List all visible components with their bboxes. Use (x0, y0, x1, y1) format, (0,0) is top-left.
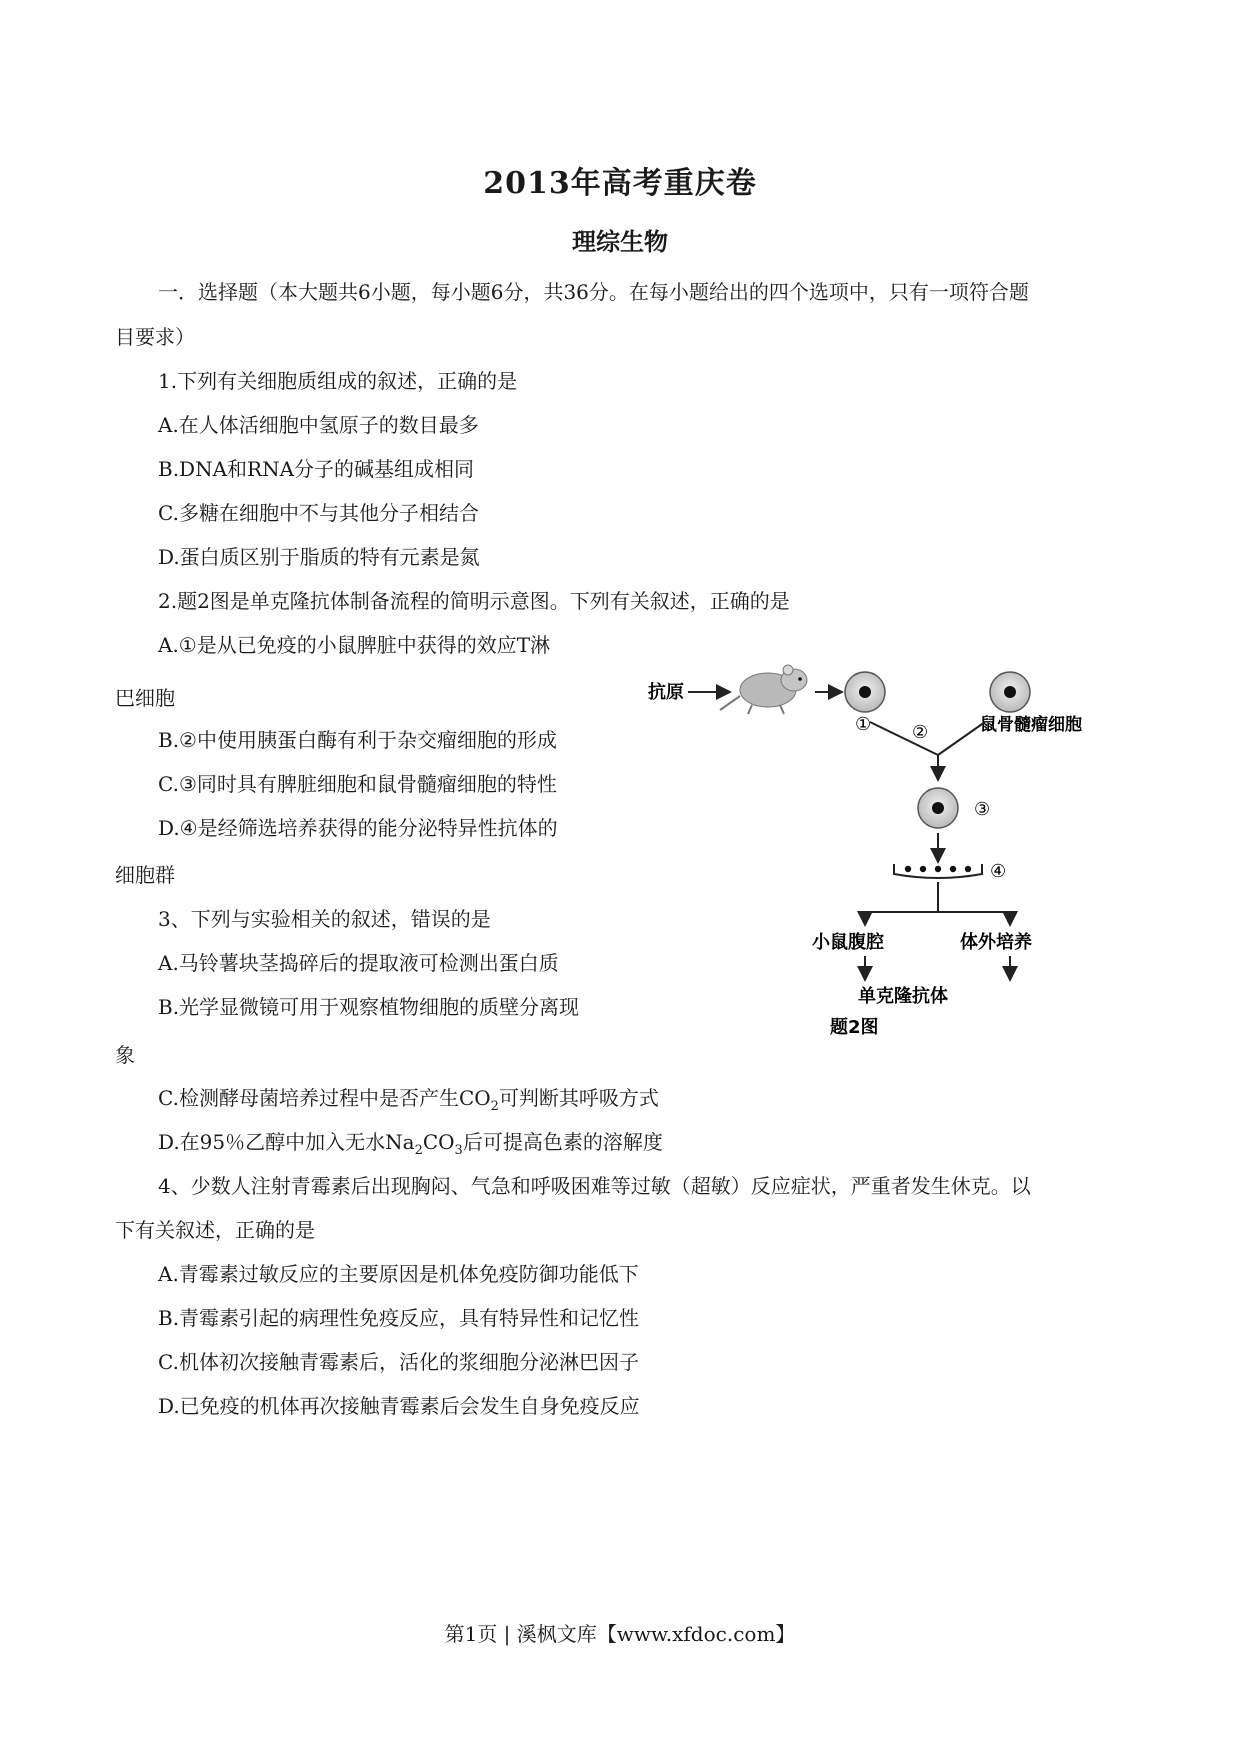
q3-d-post: 后可提高色素的溶解度 (462, 1130, 663, 1154)
mab-label: 单克隆抗体 (858, 986, 948, 1007)
q4-option-a: A.青霉素过敏反应的主要原因是机体免疫防御功能低下 (158, 1262, 639, 1286)
q4-stem: 4、少数人注射青霉素后出现胸闷、气急和呼吸困难等过敏（超敏）反应症状，严重者发生休克。以 (158, 1174, 1031, 1198)
page-subtitle: 理综生物 (572, 228, 668, 256)
q2-option-c: C.③同时具有脾脏细胞和鼠骨髓瘤细胞的特性 (158, 772, 557, 796)
q3-stem: 3、下列与实验相关的叙述，错误的是 (158, 907, 491, 931)
q1-option-a: A.在人体活细胞中氢原子的数目最多 (158, 413, 479, 437)
hybridoma-cell (918, 788, 958, 828)
in-vitro-label: 体外培养 (960, 932, 1032, 953)
fusion-line-right (938, 722, 985, 755)
label-4: ④ (990, 861, 1007, 882)
q3-d-mid: CO (422, 1130, 455, 1154)
page-footer: 第1页 | 溪枫文库【www.xfdoc.com】 (444, 1622, 796, 1646)
label-2: ② (912, 722, 929, 743)
q3-option-b: B.光学显微镜可用于观察植物细胞的质壁分离现 (158, 995, 580, 1019)
q1-option-c: C.多糖在细胞中不与其他分子相结合 (158, 501, 479, 525)
q3-option-b-cont: 象 (115, 1043, 135, 1067)
q3-c-post: 可判断其呼吸方式 (498, 1086, 659, 1110)
q4-stem-cont: 下有关叙述，正确的是 (115, 1218, 315, 1242)
section-header-cont: 目要求） (115, 325, 195, 349)
myeloma-cell (990, 672, 1030, 712)
q1-option-d: D.蛋白质区别于脂质的特有元素是氮 (158, 545, 480, 569)
antigen-label: 抗原 (648, 682, 684, 703)
spleen-cell (845, 672, 885, 712)
label-3: ③ (974, 799, 991, 820)
label-1: ① (855, 714, 872, 735)
q2-stem: 2.题2图是单克隆抗体制备流程的简明示意图。下列有关叙述，正确的是 (158, 589, 790, 613)
q2-option-d-cont: 细胞群 (115, 863, 175, 887)
q1-option-b: B.DNA和RNA分子的碱基组成相同 (158, 457, 475, 481)
q4-option-c: C.机体初次接触青霉素后，活化的浆细胞分泌淋巴因子 (158, 1350, 639, 1374)
q3-c-sub: 2 (490, 1099, 499, 1114)
culture-dish (894, 864, 982, 878)
q3-d-pre: D.在95％乙醇中加入无水Na (158, 1130, 415, 1154)
figure-2-diagram (640, 650, 1120, 1050)
section-header: 一．选择题（本大题共6小题，每小题6分，共36分。在每小题给出的四个选项中，只有一项符合题 (158, 280, 1029, 304)
q1-stem: 1.下列有关细胞质组成的叙述，正确的是 (158, 369, 518, 393)
q4-option-b: B.青霉素引起的病理性免疫反应，具有特异性和记忆性 (158, 1306, 640, 1330)
mouse-cavity-label: 小鼠腹腔 (812, 932, 884, 953)
q2-option-b: B.②中使用胰蛋白酶有利于杂交瘤细胞的形成 (158, 728, 557, 752)
q3-c-pre: C.检测酵母菌培养过程中是否产生CO (158, 1086, 491, 1110)
figure-caption: 题2图 (830, 1017, 879, 1038)
page-title: 2013年高考重庆卷 (483, 166, 757, 201)
q4-option-d: D.已免疫的机体再次接触青霉素后会发生自身免疫反应 (158, 1394, 640, 1418)
q3-d-sub1: 2 (414, 1143, 423, 1158)
q3-d-sub2: 3 (454, 1143, 463, 1158)
mouse-icon (720, 665, 807, 714)
q2-option-d: D.④是经筛选培养获得的能分泌特异性抗体的 (158, 816, 558, 840)
q3-option-c (158, 1085, 659, 1120)
q2-option-a-cont: 巴细胞 (115, 686, 175, 710)
q2-option-a: A.①是从已免疫的小鼠脾脏中获得的效应T淋 (158, 633, 551, 657)
q3-option-d (158, 1129, 663, 1164)
q3-option-a: A.马铃薯块茎捣碎后的提取液可检测出蛋白质 (158, 951, 559, 975)
myeloma-label: 鼠骨髓瘤细胞 (980, 715, 1082, 735)
